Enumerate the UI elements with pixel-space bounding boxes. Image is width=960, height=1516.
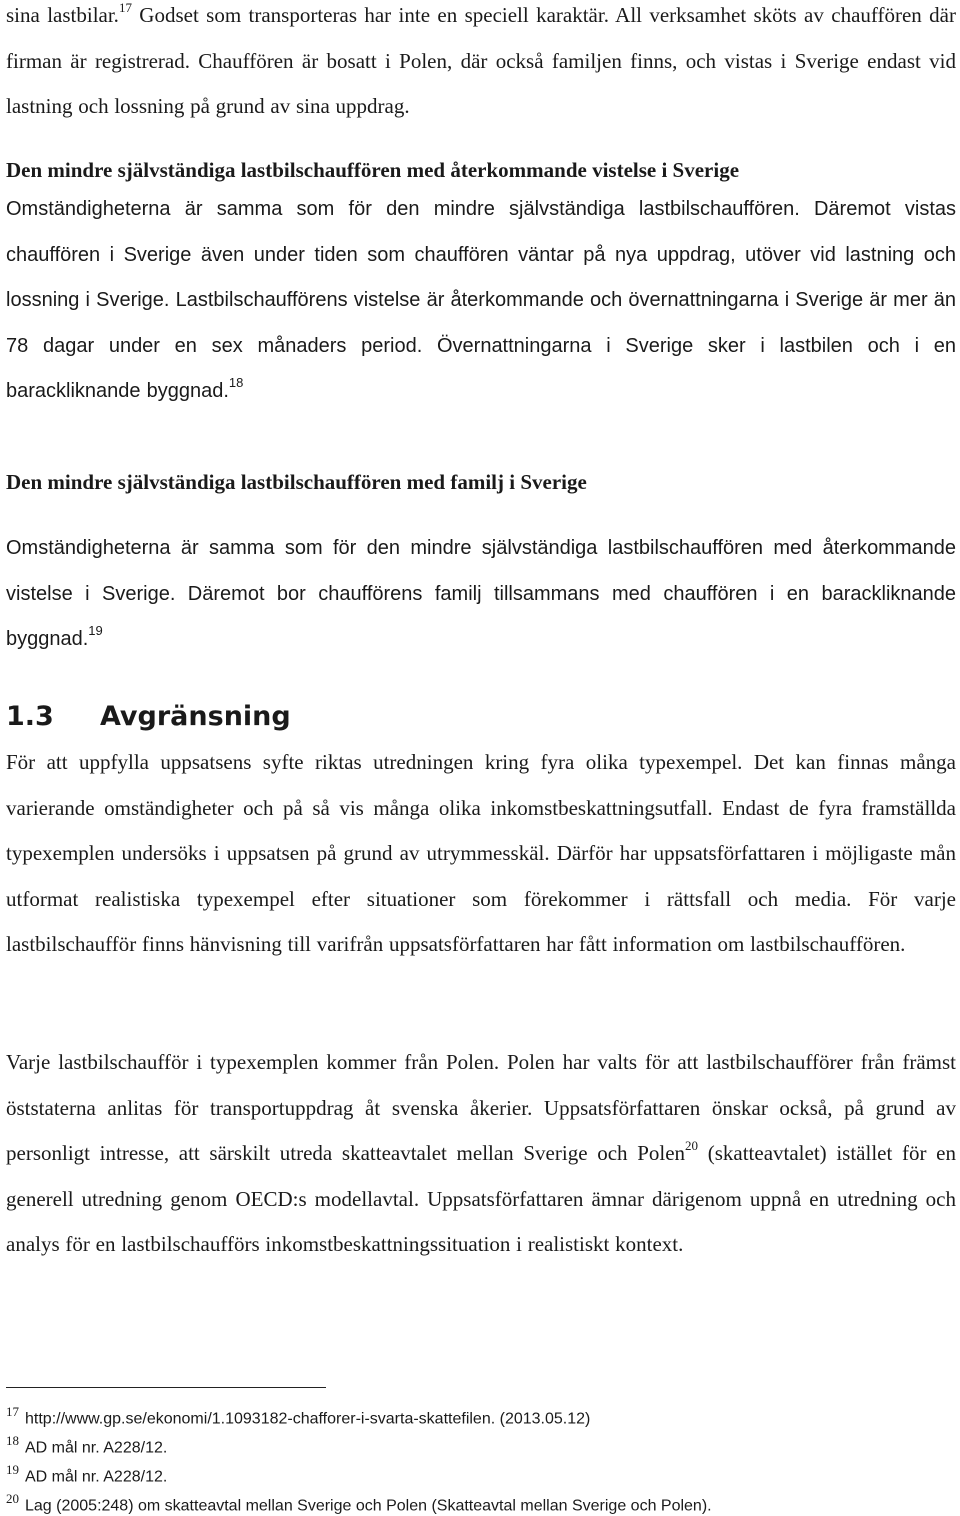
family-text: Omständigheterna är samma som för den mindre självständiga lastbilschauffören med återkommande vistelse i Sverige. Däremot bor chaufförens familj tillsammans med chauffören i en barackliknande byggnad. <box>6 537 956 650</box>
paragraph-family <box>6 526 956 663</box>
intro-text-b: Godset som transporteras har inte en speciell karaktär. All verksamhet sköts av chauffören där firman är registrerad. Chauffören är bosatt i Polen, där också familjen finns, och vistas i Sverige endast vid lastning och lossning på grund av sina uppdrag. <box>6 3 956 118</box>
footnote-19 <box>6 1461 167 1487</box>
section-heading <box>6 702 291 732</box>
footnote-ref-19[interactable]: 19 <box>88 623 103 639</box>
footnote-number: 18 <box>6 1433 19 1448</box>
paragraph-scope-2 <box>6 1040 956 1268</box>
footnote-divider <box>6 1387 326 1388</box>
scope-2-text-a: Varje lastbilschaufför i typexemplen kommer från Polen. Polen har valts för att lastbilschaufförer från främst öststaterna anlitas för transportuppdrag åt svenska åkerier. Uppsatsförfattaren önskar också, på grund av personligt intresse, att särskilt utreda skatteavtalet mellan Sverige och Polen <box>6 1050 956 1165</box>
footnote-18 <box>6 1432 167 1458</box>
footnote-number: 17 <box>6 1404 19 1419</box>
footnote-ref-17[interactable]: 17 <box>118 0 132 15</box>
section-title: Avgränsning <box>100 701 291 732</box>
heading-family: Den mindre självständiga lastbilschauffören med familj i Sverige <box>6 470 587 494</box>
paragraph-recurring-stay <box>6 187 956 415</box>
footnote-link[interactable]: http://www.gp.se/ekonomi/1.1093182-chafforer-i-svarta-skattefilen. (2013.05.12) <box>25 1410 591 1428</box>
recurring-text: Omständigheterna är samma som för den mindre självständiga lastbilschauffören. Däremot vistas chauffören i Sverige även under tiden som chauffören väntar på nya uppdrag, utöver vid lastning och lossning i Sverige. Lastbilschaufförens vistelse är återkommande och övernattningarna i Sverige är mer än 78 dagar under en sex månaders period. Övernattningarna i Sverige sker i lastbilen och i en barackliknande byggnad. <box>6 198 956 402</box>
footnote-number: 20 <box>6 1491 19 1506</box>
footnote-20 <box>6 1490 712 1516</box>
paragraph-intro <box>6 0 956 130</box>
section-number: 1.3 <box>6 701 54 732</box>
footnote-ref-18[interactable]: 18 <box>228 375 244 391</box>
footnote-text: AD mål nr. A228/12. <box>25 1468 168 1486</box>
footnote-text: Lag (2005:248) om skatteavtal mellan Sverige och Polen (Skatteavtal mellan Sverige och Polen). <box>25 1497 712 1515</box>
intro-text-a: sina lastbilar. <box>6 3 119 27</box>
heading-recurring-stay: Den mindre självständiga lastbilschauffören med återkommande vistelse i Sverige <box>6 158 740 182</box>
scope-2-text-b: (skatteavtalet) istället för en generell utredning genom OECD:s modellavtal. Uppsatsförfattaren ämnar därigenom uppnå en utredning och analys för en lastbilschaufförs inkomstbeskattningssituation i realistiskt kontext. <box>6 1141 956 1256</box>
footnote-text: AD mål nr. A228/12. <box>25 1439 168 1457</box>
paragraph-scope-1: För att uppfylla uppsatsens syfte riktas utredningen kring fyra olika typexempel. Det kan finnas många varierande omständigheter och på så vis många olika inkomstbeskattningsutfall. Endast de fyra framställda typexemplen undersöks i uppsatsen på grund av utrymmesskäl. Därför har uppsatsförfattaren i möjligaste mån utformat realistiska typexempel efter situationer som förekommer i rättsfall och media. För varje lastbilschaufför finns hänvisning till varifrån uppsatsförfattaren har fått information om lastbilschauffören. <box>6 750 956 956</box>
footnote-number: 19 <box>6 1462 19 1477</box>
footnote-17 <box>6 1403 590 1429</box>
footnote-ref-20[interactable]: 20 <box>685 1138 699 1153</box>
